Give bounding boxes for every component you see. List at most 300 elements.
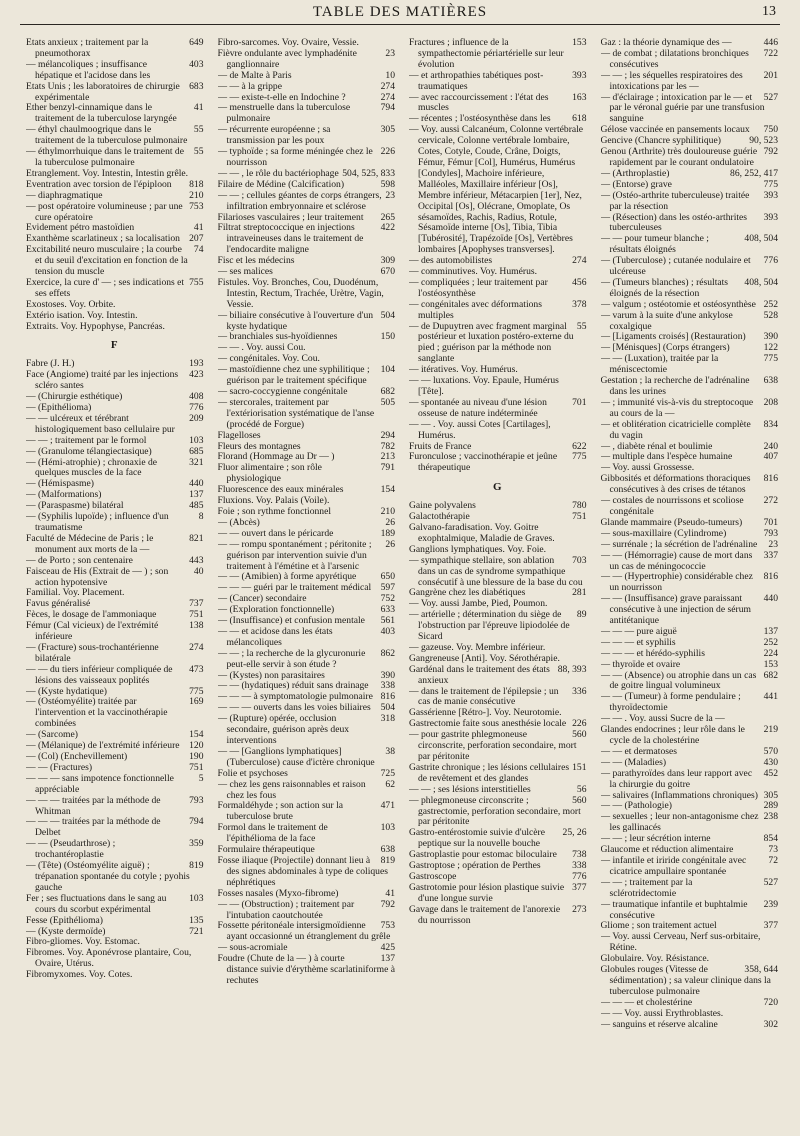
entry-page-ref: 390 xyxy=(380,669,395,681)
entry-text: Flagelloses xyxy=(217,429,261,441)
entry-page-ref: 751 xyxy=(189,609,204,621)
index-entry xyxy=(218,900,396,922)
entry-text: Fibromes. Voy. Aponévrose plantaire, Cou, Ovaire, Utérus. xyxy=(26,947,192,970)
entry-page-ref: 423 xyxy=(189,369,204,381)
index-entry xyxy=(26,697,204,730)
entry-page-ref: 819 xyxy=(380,854,395,866)
index-entry xyxy=(601,71,779,93)
entry-page-ref: 151 xyxy=(572,761,587,773)
index-entry xyxy=(409,71,587,93)
entry-text: Filarioses vasculaires ; leur traitement xyxy=(217,211,364,223)
entry-text: Gaine polyvalens xyxy=(409,500,476,512)
entry-page-ref: 755 xyxy=(189,276,204,288)
entry-text: Gavage dans le traitement de l'anorexie du nourrisson xyxy=(409,903,561,926)
entry-page-ref: 359 xyxy=(189,838,204,850)
entry-page-ref: 26 xyxy=(385,516,395,528)
index-entry xyxy=(218,191,396,213)
entry-text: Gangreneuse [Anti]. Voy. Sérothérapie. xyxy=(409,652,560,664)
index-entry xyxy=(26,621,204,643)
entry-text: — — du tiers inférieur compliquée de lésions des vaisseaux poplités xyxy=(26,663,173,686)
entry-text: — — (Luxation), traitée par la méniscectomie xyxy=(600,353,719,376)
entry-page-ref: 504 xyxy=(380,309,395,321)
entry-text: Face (Angiome) traité par les injections scléro santes xyxy=(26,369,179,392)
entry-page-ref: 527 xyxy=(763,91,778,103)
entry-page-ref: 701 xyxy=(763,516,778,528)
entry-page-ref: 440 xyxy=(189,478,204,490)
entry-text: Fibromyxomes. Voy. Cotes. xyxy=(26,969,133,981)
entry-text: — sanguins et réserve alcaline xyxy=(600,1018,718,1030)
index-entry xyxy=(601,551,779,573)
index-entry xyxy=(409,420,587,442)
entry-text: — — ouvert dans le péricarde xyxy=(217,527,334,539)
index-entry xyxy=(26,147,204,169)
entry-text: Filtrat streptococcique en injections intraveineuses dans le traitement de l'endocardite maligne xyxy=(217,222,364,256)
entry-text: Favus généralisé xyxy=(26,598,91,610)
entry-page-ref: 792 xyxy=(763,146,778,158)
entry-text: — — — et cholestérine xyxy=(600,996,693,1008)
index-entry xyxy=(218,223,396,256)
entry-page-ref: 751 xyxy=(572,511,587,523)
entry-text: — — ; leur sécrétion interne xyxy=(600,833,711,845)
entry-page-ref: 505 xyxy=(380,396,395,408)
entry-text: Formaldéhyde ; son action sur la tuberculose brute xyxy=(217,800,343,823)
index-entry xyxy=(601,900,779,922)
index-entry xyxy=(409,763,587,785)
page-title: TABLE DES MATIÈRES xyxy=(312,4,488,20)
index-entry xyxy=(601,594,779,627)
entry-page-ref: 86, 252, 417 xyxy=(730,167,778,179)
entry-page-ref: 289 xyxy=(763,800,778,812)
entry-text: — de combat ; dilatations bronchiques consécutives xyxy=(600,47,749,70)
index-entry xyxy=(218,714,396,747)
entry-text: — parathyroïdes dans leur rapport avec la chirurgie du goitre xyxy=(600,767,753,790)
entry-text: — (Kyste hydatique) xyxy=(26,685,107,697)
entry-page-ref: 776 xyxy=(763,255,778,267)
entry-page-ref: 201 xyxy=(763,69,778,81)
entry-text: Gencive (Chancre syphilitique) xyxy=(600,135,721,147)
entry-text: — — . Voy. aussi Cotes [Cartilages], Humérus. xyxy=(409,418,551,441)
entry-text: — thyroïde et ovaire xyxy=(600,658,681,670)
entry-text: — (Tuberculose) ; cutanée nodulaire et ulcéreuse xyxy=(600,255,751,278)
entry-text: Fibro-gliomes. Voy. Estomac. xyxy=(26,936,140,948)
index-entry xyxy=(218,627,396,649)
entry-text: Fossette péritonéale intersigmoïdienne ayant occasionné un étranglement du grêle xyxy=(217,920,391,943)
index-entry xyxy=(218,49,396,71)
entry-text: — stercorales, traitement par l'extériorisation systématique de l'anse (procédé de Forgue) xyxy=(217,396,375,430)
index-entry xyxy=(409,398,587,420)
index-entry xyxy=(218,125,396,147)
entry-page-ref: 720 xyxy=(763,996,778,1008)
index-entry xyxy=(26,796,204,818)
index-entry xyxy=(409,556,587,589)
entry-text: Fleurs des montagnes xyxy=(217,440,301,452)
entry-page-ref: 239 xyxy=(763,898,778,910)
entry-page-ref: 224 xyxy=(763,647,778,659)
entry-text: — récurrente européenne ; sa transmission par les poux xyxy=(217,124,331,147)
entry-text: — (Exploration fonctionnelle) xyxy=(217,604,335,616)
entry-text: — ; immunité vis-à-vis du streptocoque au cours de la — xyxy=(600,396,754,419)
entry-text: — éthyl chaulmoogrique dans le traitement de la tuberculose pulmonaire xyxy=(26,124,188,147)
entry-page-ref: 55 xyxy=(576,320,587,332)
index-entry xyxy=(26,643,204,665)
entry-text: — — ; cellules géantes de corps étrangers, infiltration embryonnaire et sclérose xyxy=(217,189,382,212)
entry-text: — — — traitées par la méthode de Whitman xyxy=(26,794,161,817)
entry-text: — typhoïde ; sa forme méningée chez le nourrisson xyxy=(217,146,373,168)
entry-page-ref: 782 xyxy=(380,440,395,452)
entry-page-ref: 153 xyxy=(763,658,778,670)
entry-text: Fosse iliaque (Projectile) donnant lieu à des signes abdominales à type de coliques néphrétiques xyxy=(217,854,388,888)
entry-page-ref: 816 xyxy=(380,691,395,703)
entry-page-ref: 683 xyxy=(189,80,204,92)
entry-text: — pour gastrite phlegmoneuse circonscrite, perforation secondaire, mort par péritonite xyxy=(409,729,577,762)
entry-page-ref: 393 xyxy=(763,189,778,201)
entry-page-ref: 23 xyxy=(385,189,395,201)
index-entry xyxy=(409,278,587,300)
index-entry xyxy=(218,856,396,889)
entry-text: — — (Absence) ou atrophie dans un cas de goitre lingual volumineux xyxy=(600,669,757,692)
entry-text: Galvano-faradisation. Voy. Goitre exophtalmique, Maladie de Graves. xyxy=(409,521,555,544)
entry-page-ref: 56 xyxy=(576,783,587,795)
entry-text: — branchiales sus-hyoïdiennes xyxy=(217,331,338,343)
index-entry xyxy=(601,278,779,300)
entry-text: — (Abcès) xyxy=(217,516,260,528)
entry-text: — — . Voy. aussi Sucre de la — xyxy=(600,713,725,725)
entry-text: — post opératoire volumineuse ; par une cure opératoire xyxy=(26,200,183,223)
entry-page-ref: 74 xyxy=(193,244,204,256)
index-entry xyxy=(26,665,204,687)
entry-page-ref: 446 xyxy=(763,38,778,48)
entry-text: Fabre (J. H.) xyxy=(26,358,75,370)
entry-page-ref: 209 xyxy=(189,412,204,424)
entry-text: — récentes ; l'ostéosynthèse dans les xyxy=(409,113,551,125)
entry-page-ref: 219 xyxy=(763,724,778,736)
index-entry xyxy=(409,687,587,709)
index-entry xyxy=(218,278,396,311)
entry-text: — — luxations. Voy. Epaule, Humérus [Tête]. xyxy=(409,375,559,397)
entry-page-ref: 120 xyxy=(189,740,204,752)
entry-text: — artérielle ; détermination du siège de l'obstruction par l'épreuve lipiodolée de Sicard xyxy=(409,609,570,643)
entry-text: — dans le traitement de l'épilepsie ; un cas de manie consécutive xyxy=(409,685,559,708)
entry-page-ref: 104 xyxy=(380,364,395,376)
entry-page-ref: 821 xyxy=(189,532,204,544)
entry-text: Gastroscope xyxy=(409,870,457,882)
entry-text: Gastrotomie pour lésion plastique suivie d'une longue survie xyxy=(409,881,565,904)
entry-text: — valgum ; ostéotomie et ostéosynthèse xyxy=(600,298,756,310)
entry-page-ref: 154 xyxy=(380,484,395,496)
entry-text: Fer ; ses fluctuations dans le sang au cours du scorbut expérimental xyxy=(26,892,167,915)
index-entry xyxy=(409,796,587,829)
entry-text: — avec raccourcissement : l'état des muscles xyxy=(409,91,549,114)
entry-text: — (Entorse) grave xyxy=(600,178,672,190)
entry-page-ref: 337 xyxy=(763,549,778,561)
entry-text: Gastroplastie pour estomac biloculaire xyxy=(409,849,557,861)
entry-text: — (Sarcome) xyxy=(26,729,78,741)
index-entry xyxy=(601,671,779,693)
index-entry xyxy=(26,512,204,534)
index-entry xyxy=(218,540,396,573)
entry-text: — menstruelle dans la tuberculose pulmonaire xyxy=(217,102,351,125)
entry-page-ref: 753 xyxy=(380,920,395,932)
entry-page-ref: 751 xyxy=(189,761,204,773)
entry-text: — (Rupture) opérée, occlusion secondaire, guérison après deux interventions xyxy=(217,713,350,746)
index-entry xyxy=(26,370,204,392)
entry-page-ref: 55 xyxy=(193,124,204,136)
entry-text: Fistules. Voy. Bronches, Cou, Duodénum, Intestin, Rectum, Trachée, Urètre, Vagin, Vessie. xyxy=(217,276,384,310)
entry-page-ref: 527 xyxy=(763,876,778,888)
index-entry xyxy=(601,256,779,278)
entry-page-ref: 72 xyxy=(768,854,778,866)
entry-text: — — , le rôle du bactériophage xyxy=(217,167,339,179)
entry-page-ref: 701 xyxy=(572,396,587,408)
entry-page-ref: 55 xyxy=(193,146,204,158)
entry-text: — — (Hypertrophie) considérable chez un nourrisson xyxy=(600,571,753,594)
entry-text: — Voy. aussi Jambe, Pied, Poumon. xyxy=(409,598,548,610)
entry-page-ref: 776 xyxy=(572,870,587,882)
entry-text: Glaucome et réduction alimentaire xyxy=(600,844,734,856)
entry-text: — (Paraspasme) bilatéral xyxy=(26,500,124,512)
entry-page-ref: 408, 504 xyxy=(744,233,778,245)
entry-page-ref: 358, 644 xyxy=(744,964,778,976)
entry-page-ref: 226 xyxy=(380,146,395,158)
entry-text: — — — guéri par le traitement médical xyxy=(217,582,372,594)
entry-text: — (Ostéo-arthrite tuberculeuse) traitée par la résection xyxy=(600,189,750,212)
entry-text: — mastoïdienne chez une syphilitique ; guérison par le traitement spécifique xyxy=(217,364,370,387)
index-entry xyxy=(601,213,779,235)
index-entry xyxy=(601,856,779,878)
index-entry xyxy=(26,278,204,300)
entry-text: Exostoses. Voy. Orbite. xyxy=(26,298,116,310)
entry-text: Fluxions. Voy. Palais (Voile). xyxy=(217,495,330,507)
entry-page-ref: 794 xyxy=(380,102,395,114)
entry-text: Gardénal dans le traitement des états anxieux xyxy=(409,663,550,686)
entry-text: — (Ostéomyélite) traitée par l'intervention et la vaccinothérapie combinées xyxy=(26,696,168,730)
entry-page-ref: 722 xyxy=(763,47,778,59)
index-entry xyxy=(601,474,779,496)
entry-text: — sexuelles ; leur non-antagonisme chez les gallinacés xyxy=(600,811,759,834)
index-entry xyxy=(601,932,779,954)
entry-page-ref: 137 xyxy=(189,489,204,501)
entry-page-ref: 685 xyxy=(189,445,204,457)
entry-page-ref: 302 xyxy=(763,1018,778,1030)
entry-page-ref: 189 xyxy=(380,527,395,539)
entry-page-ref: 274 xyxy=(380,80,395,92)
index-entry xyxy=(601,234,779,256)
entry-page-ref: 393 xyxy=(763,211,778,223)
entry-text: — (Chirurgie esthétique) xyxy=(26,391,123,403)
entry-text: Familial. Voy. Placement. xyxy=(26,587,125,599)
index-entry xyxy=(409,610,587,643)
entry-page-ref: 473 xyxy=(189,663,204,675)
entry-page-ref: 408 xyxy=(189,391,204,403)
entry-text: Ganglions lymphatiques. Voy. Foie. xyxy=(409,543,547,555)
entry-text: Gastro-entérostomie suivie d'ulcère peptique sur la nouvelle bouche xyxy=(409,827,545,850)
index-entry xyxy=(26,534,204,556)
index-entry xyxy=(409,905,587,927)
entry-text: — salivaires (Inflammations chroniques) xyxy=(600,789,758,801)
entry-text: Gastrectomie faite sous anesthésie locale xyxy=(409,718,567,730)
entry-text: Fluorescence des eaux minérales xyxy=(217,484,344,496)
entry-page-ref: 816 xyxy=(763,473,778,485)
entry-page-ref: 650 xyxy=(380,571,395,583)
entry-page-ref: 40 xyxy=(193,565,204,577)
entry-page-ref: 407 xyxy=(763,451,778,463)
entry-page-ref: 321 xyxy=(189,456,204,468)
entry-text: Etats Unis ; les laboratoires de chirurgie expérimentale xyxy=(26,80,180,103)
entry-page-ref: 135 xyxy=(189,914,204,926)
entry-page-ref: 775 xyxy=(189,685,204,697)
entry-text: Eventration avec torsion de l'épiploon xyxy=(26,178,172,190)
entry-text: — — (Fractures) xyxy=(26,761,93,773)
index-column-4 xyxy=(601,38,779,1128)
entry-text: — itératives. Voy. Humérus. xyxy=(409,364,518,376)
index-entry xyxy=(409,730,587,763)
index-entry xyxy=(26,60,204,82)
index-entry xyxy=(601,692,779,714)
entry-text: — — Voy. aussi Erythroblastes. xyxy=(600,1007,724,1019)
index-entry xyxy=(601,191,779,213)
entry-page-ref: 793 xyxy=(189,794,204,806)
index-entry xyxy=(601,572,779,594)
entry-text: — — (hydatiques) réduit sans drainage xyxy=(217,680,369,692)
entry-page-ref: 122 xyxy=(763,342,778,354)
entry-text: — (Granulome télangiectasique) xyxy=(26,445,152,457)
index-entry xyxy=(26,82,204,104)
entry-page-ref: 318 xyxy=(380,713,395,725)
entry-page-ref: 25, 26 xyxy=(562,827,587,839)
entry-text: — — — et syphilis xyxy=(600,636,676,648)
entry-text: Gliome ; son traitement actuel xyxy=(600,920,717,932)
entry-text: — traumatique infantile et buphtalmie consécutive xyxy=(600,898,748,921)
entry-page-ref: 281 xyxy=(572,587,587,599)
entry-text: Fèces, le dosage de l'ammoniaque xyxy=(26,609,157,621)
entry-page-ref: 649 xyxy=(189,38,204,48)
entry-text: — chez les gens raisonnables et raison chez les fous xyxy=(217,778,366,801)
entry-text: — — et dermatoses xyxy=(600,745,677,757)
index-entry xyxy=(409,665,587,687)
entry-text: Gangrène chez les diabétiques xyxy=(409,587,526,599)
entry-page-ref: 90, 523 xyxy=(749,135,778,147)
entry-page-ref: 378 xyxy=(572,298,587,310)
index-entry xyxy=(601,147,779,169)
entry-page-ref: 775 xyxy=(763,353,778,365)
entry-page-ref: 422 xyxy=(380,222,395,234)
index-entry xyxy=(409,125,587,256)
entry-text: Genou (Arthrite) très douloureuse guérie rapidement par le courant ondulatoire xyxy=(600,146,758,168)
entry-page-ref: 309 xyxy=(380,255,395,267)
index-entry xyxy=(601,311,779,333)
entry-text: — — (Hémorragie) cause de mort dans un cas de méningococcie xyxy=(600,549,753,572)
entry-page-ref: 305 xyxy=(763,789,778,801)
entry-page-ref: 738 xyxy=(572,849,587,861)
entry-page-ref: 210 xyxy=(189,189,204,201)
index-entry xyxy=(218,649,396,671)
entry-page-ref: 775 xyxy=(763,178,778,190)
entry-text: Fractures ; influence de la sympathectomie périartérielle sur leur évolution xyxy=(409,38,564,70)
entry-text: — — ; la recherche de la glycuronurie peut-elle servir à son étude ? xyxy=(217,647,366,670)
entry-page-ref: 485 xyxy=(189,500,204,512)
entry-text: Florand (Hommage au Dr — ) xyxy=(217,451,335,463)
index-entry xyxy=(218,147,396,169)
entry-text: Gassérienne [Rétro-]. Voy. Neurotomie. xyxy=(409,707,562,719)
index-entry xyxy=(26,125,204,147)
entry-text: Gastrite chronique ; les lésions cellulaires de revêtement et des glandes xyxy=(409,761,570,784)
entry-text: — (Cancer) secondaire xyxy=(217,593,307,605)
entry-page-ref: 390 xyxy=(763,331,778,343)
entry-page-ref: 62 xyxy=(385,778,395,790)
entry-page-ref: 471 xyxy=(380,800,395,812)
entry-text: — sous-acromiale xyxy=(217,942,288,954)
entry-page-ref: 622 xyxy=(572,440,587,452)
entry-page-ref: 73 xyxy=(768,844,778,856)
index-entry xyxy=(409,523,587,545)
entry-text: — éthylmorrhuique dans le traitement de la tuberculose pulmonaire xyxy=(26,146,184,168)
entry-text: — sacro-coccygienne congénitale xyxy=(217,386,348,397)
index-entry xyxy=(26,322,204,333)
entry-page-ref: 377 xyxy=(572,881,587,893)
entry-text: Gélose vaccinée en pansements locaux xyxy=(600,124,750,136)
entry-page-ref: 682 xyxy=(380,386,395,397)
index-entry xyxy=(26,774,204,796)
index-column-3 xyxy=(409,38,587,1128)
entry-page-ref: 137 xyxy=(763,625,778,637)
entry-page-ref: 294 xyxy=(380,429,395,441)
entry-text: — (Hémispasme) xyxy=(26,478,94,490)
entry-page-ref: 504, 525, 833 xyxy=(342,167,395,179)
entry-page-ref: 570 xyxy=(763,745,778,757)
entry-text: Glandes endocrines ; leur rôle dans le cycle de la cholestérine xyxy=(600,724,745,746)
entry-page-ref: 5 xyxy=(198,772,204,784)
entry-page-ref: 26 xyxy=(385,538,395,550)
entry-text: — comminutives. Voy. Humérus. xyxy=(409,266,538,278)
entry-page-ref: 103 xyxy=(189,434,204,446)
index-entry xyxy=(26,458,204,480)
index-entry xyxy=(218,365,396,387)
entry-page-ref: 138 xyxy=(189,620,204,632)
entry-text: Etats anxieux ; traitement par la pneumothorax xyxy=(26,38,149,59)
entry-text: — — (Insuffisance) grave paraissant consécutive à une injection de sérum antitétanique xyxy=(600,593,751,627)
entry-text: — mélancoliques ; insuffisance hépatique et l'acidose dans les xyxy=(26,58,151,81)
entry-page-ref: 792 xyxy=(380,898,395,910)
entry-page-ref: 819 xyxy=(189,860,204,872)
entry-page-ref: 240 xyxy=(763,440,778,452)
index-entry xyxy=(26,245,204,278)
entry-page-ref: 425 xyxy=(380,942,395,954)
index-entry xyxy=(26,839,204,861)
entry-text: — Voy. aussi Cerveau, Nerf sus-orbitaire, Rétine. xyxy=(600,931,761,954)
index-entry xyxy=(218,103,396,125)
entry-text: — congénitales avec déformations multiples xyxy=(409,298,542,321)
entry-text: Formol dans le traitement de l'épithélioma de la face xyxy=(217,822,328,845)
entry-text: — — (Pathologie) xyxy=(600,800,672,812)
entry-text: Folie et psychoses xyxy=(217,767,288,779)
index-entry xyxy=(601,354,779,376)
entry-page-ref: 338 xyxy=(572,860,587,872)
entry-text: — (Tumeurs blanches) ; résultats éloignés de la résection xyxy=(600,276,729,299)
entry-text: Evidement pétro mastoïdien xyxy=(26,222,135,234)
index-entry xyxy=(601,496,779,518)
index-entry xyxy=(218,823,396,845)
entry-page-ref: 440 xyxy=(763,593,778,605)
index-entry xyxy=(26,861,204,894)
entry-text: Fosses nasales (Myxo-fibrome) xyxy=(217,887,339,899)
index-entry xyxy=(409,322,587,366)
entry-page-ref: 238 xyxy=(763,811,778,823)
entry-page-ref: 834 xyxy=(763,418,778,430)
entry-page-ref: 305 xyxy=(380,124,395,136)
entry-text: — — pour tumeur blanche ; résultats éloignés xyxy=(600,233,709,256)
entry-text: Fruits de France xyxy=(409,440,472,452)
entry-page-ref: 8 xyxy=(198,511,204,523)
